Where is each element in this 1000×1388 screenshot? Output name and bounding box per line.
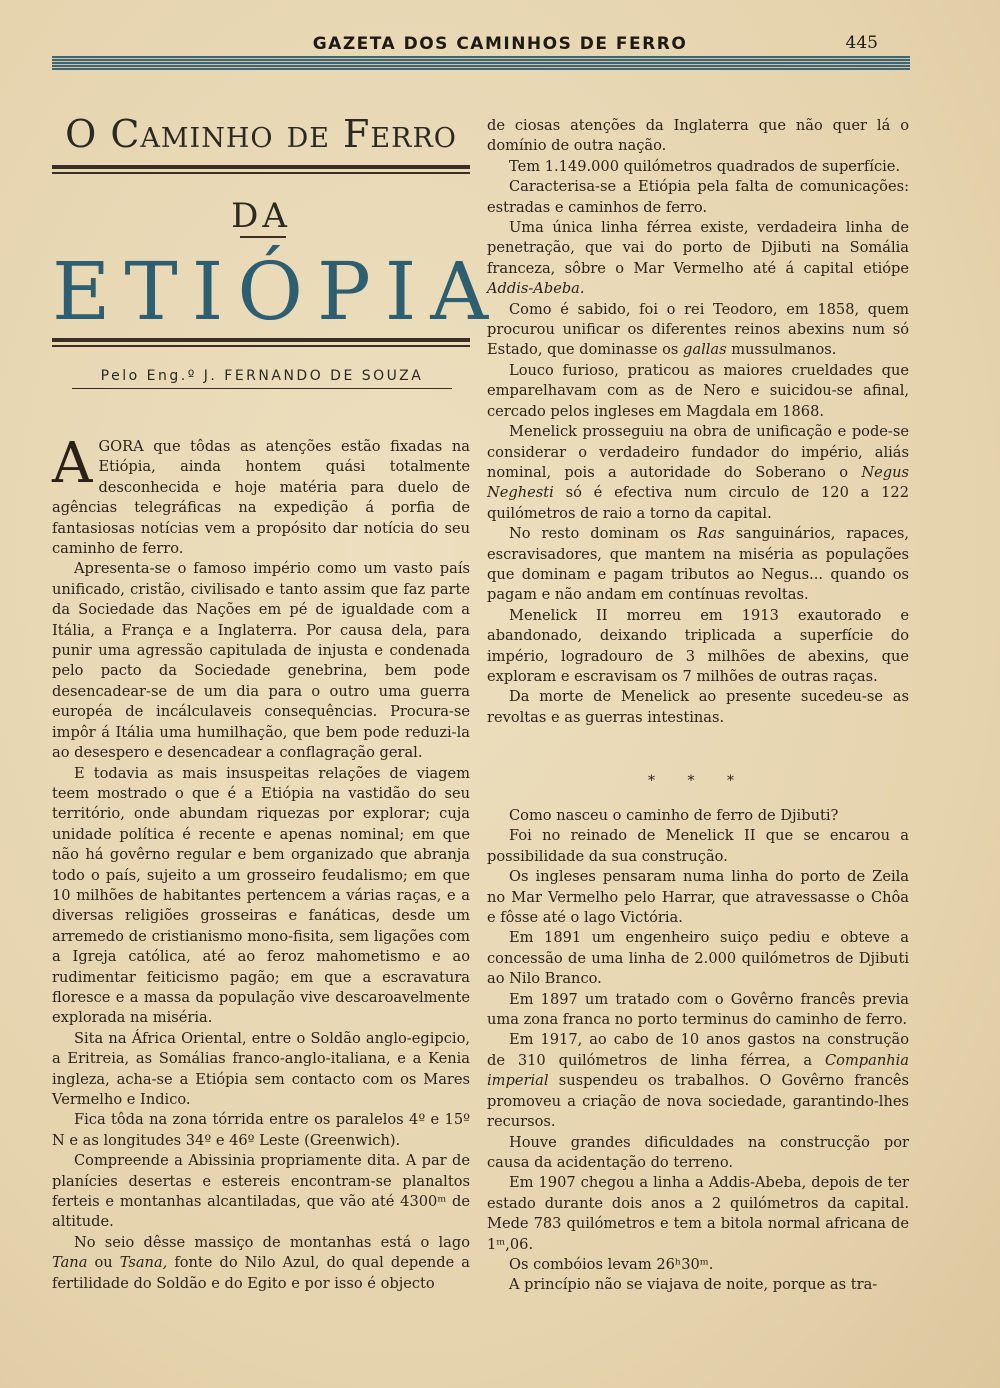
paragraph: Apresenta-se o famoso império como um vasto país unificado, cristão, civilisado e tanto assim que faz parte da Sociedade das Nações em pé de igualdade com a Itália, a França e a Inglaterra. Por causa dela, para punir uma agressão capitulada de injusta e condenada pelo pacto da Sociedade genebrina, bem pode desencadear-se de um dia para o outro uma guerra européa de incálculaveis consequências. Procura-se impôr á Itália uma humilhação, que bem pode reduzi-la ao desespero e desencadear a conflagração geral. [52, 560, 470, 762]
italic-term: Companhia imperial [487, 1051, 909, 1090]
article-title-da: DA [231, 196, 291, 236]
paragraph: Os combóios levam 26ʰ30ᵐ. [509, 1255, 714, 1273]
right-column-bottom [487, 806, 909, 1296]
article-title-line1: O Caminho de Ferro [65, 112, 457, 156]
italic-term: Ras [697, 525, 725, 543]
title-rule-bottom-thin [52, 345, 470, 347]
paragraph: E todavia as mais insuspeitas relações de viagem teem mostrado o que é a Etiópia na vastidão do seu território, onde abundam riquezas por explorar; cuja unidade política é recente e apenas nominal; em que não há govêrno regular e bem organizado que abranja todo o país, sujeito a um grosseiro feudalismo; em que 10 milhões de habitantes pertencem a várias raças, e a diversas religiões grosseiras e fanáticas, desde um arremedo de cristianismo mono-fisita, sem ligações com a Igreja católica, até ao feroz mahometismo e ao rudimentar feiticismo pagão; em que a escravatura floresce e a massa da população vive descaroavelmente explorada na miséria. [52, 764, 470, 1027]
article-title-main: ETIÓPIA [52, 245, 503, 338]
paragraph: Em 1891 um engenheiro suiço pediu e obteve a concessão de uma linha de 2.000 quilómetros de Djibuti ao Nilo Branco. [487, 929, 909, 988]
byline-rule [72, 388, 452, 389]
paragraph: Tem 1.149.000 quilómetros quadrados de superfície. [509, 157, 901, 175]
paragraph: de ciosas atenções da Inglaterra que não quer lá o domínio de outra nação. [487, 117, 909, 155]
italic-term: Negus Neghesti [487, 463, 909, 502]
paragraph: Em 1897 um tratado com o Govêrno francês previa uma zona franca no porto terminus do caminho de ferro. [487, 990, 909, 1029]
paragraph: No seio dêsse massiço de montanhas está o lago Tana ou Tsana, fonte do Nilo Azul, do qual depende a fertilidade do Soldão e do Egito e por isso é objecto [52, 1233, 470, 1292]
page-number: 445 [845, 33, 878, 53]
paragraph: Uma única linha férrea existe, verdadeira linha de penetração, que vai do porto de Djibuti na Somália franceza, sôbre o Mar Vermelho até á capital etiópe Addis-Abeba. [487, 219, 909, 298]
italic-term: Tana [52, 1254, 88, 1272]
header-rule [52, 56, 910, 70]
paragraph: Como é sabido, foi o rei Teodoro, em 1858, quem procurou unificar os diferentes reinos abexins num só Estado, que dominasse os gallas mussulmanos. [487, 300, 909, 359]
paragraph: Menelick prosseguiu na obra de unificação e pode-se considerar o verdadeiro fundador do império, aliás nominal, pois a autoridade do Soberano o Negus Neghesti só é efectiva num circulo de 120 a 122 quilómetros de raio a torno da capital. [487, 423, 909, 522]
paragraph: Em 1917, ao cabo de 10 anos gastos na construção de 310 quilómetros de linha férrea, a Companhia imperial suspendeu os trabalhos. O Govêrno francês promoveu a criação de nova sociedade, garantindo-lhes recursos. [487, 1031, 909, 1131]
paragraph: Louco furioso, praticou as maiores crueldades que emparelhavam com as de Nero e suicidou-se afinal, cercado pelos ingleses em Magdala em 1868. [487, 361, 909, 420]
paragraph: Da morte de Menelick ao presente sucedeu-se as revoltas e as guerras intestinas. [487, 688, 909, 726]
italic-term: Tsana, [119, 1254, 168, 1272]
title-rule-thin [52, 172, 470, 174]
paragraph: Os ingleses pensaram numa linha do porto de Zeila no Mar Vermelho pelo Harrar, que atravessasse o Chôa e fôsse até o lago Victória. [487, 868, 909, 927]
title-rule-thick [52, 165, 470, 169]
publication-title: GAZETA DOS CAMINHOS DE FERRO [312, 34, 688, 54]
paragraph: Menelick II morreu em 1913 exautorado e abandonado, deixando triplicada a superfície do império, logradouro de 3 milhões de abexins, que exploram e escravisam os 7 milhões de outras raças. [487, 606, 909, 685]
title-rule-bottom-thick [52, 338, 470, 342]
right-column-top [487, 116, 909, 728]
left-column [52, 431, 470, 1294]
paragraph: Foi no reinado de Menelick II que se encarou a possibilidade da sua construção. [487, 827, 909, 865]
paragraph: Em 1907 chegou a linha a Addis-Abeba, depois de ter estado durante dois anos a 2 quilómetros da capital. Mede 783 quilómetros e tem a bitola normal africana de 1ᵐ,06. [487, 1174, 909, 1253]
paragraph: A princípio não se viajava de noite, porque as tra- [509, 1276, 878, 1294]
dropcap: A [52, 431, 93, 496]
da-underline [240, 236, 286, 238]
paragraph: Houve grandes dificuldades na construcção por causa da acidentação do terreno. [487, 1133, 909, 1171]
paragraph: Compreende a Abissinia propriamente dita. A par de planícies desertas e estereis encontram-se planaltos ferteis e montanhas alcantiladas, que vão até 4300ᵐ de altitude. [52, 1152, 470, 1231]
paragraph: AGORA que tôdas as atenções estão fixadas na Etiópia, ainda hontem quási totalmente desconhecida e hoje matéria para duelo de agências telegráficas na expedição á porfia de fantasiosas notícias vem a propósito dar notícia do seu caminho de ferro. [52, 431, 470, 558]
paragraph: Sita na África Oriental, entre o Soldão anglo-egipcio, a Eritreia, as Somálias franco-anglo-italiana, e a Kenia ingleza, acha-se a Etiópia sem contacto com os Mares Vermelho e Indico. [52, 1029, 470, 1108]
paragraph: Caracterisa-se a Etiópia pela falta de comunicações: estradas e caminhos de ferro. [487, 178, 909, 216]
paragraph: Fica tôda na zona tórrida entre os paralelos 4º e 15º N e as longitudes 34º e 46º Leste (Greenwich). [52, 1111, 470, 1149]
italic-term: Addis-Abeba. [487, 280, 585, 298]
article-byline: Pelo Eng.º J. FERNANDO DE SOUZA [100, 368, 424, 384]
section-separator: * * * [648, 773, 748, 789]
paragraph: Como nasceu o caminho de ferro de Djibuti? [509, 807, 839, 824]
paragraph: No resto dominam os Ras sanguinários, rapaces, escravisadores, que mantem na miséria as populações que dominam e pagam tributos ao Negus... quando os pagam e não andam em contínuas revoltas. [487, 525, 910, 604]
italic-term: gallas [683, 341, 727, 359]
